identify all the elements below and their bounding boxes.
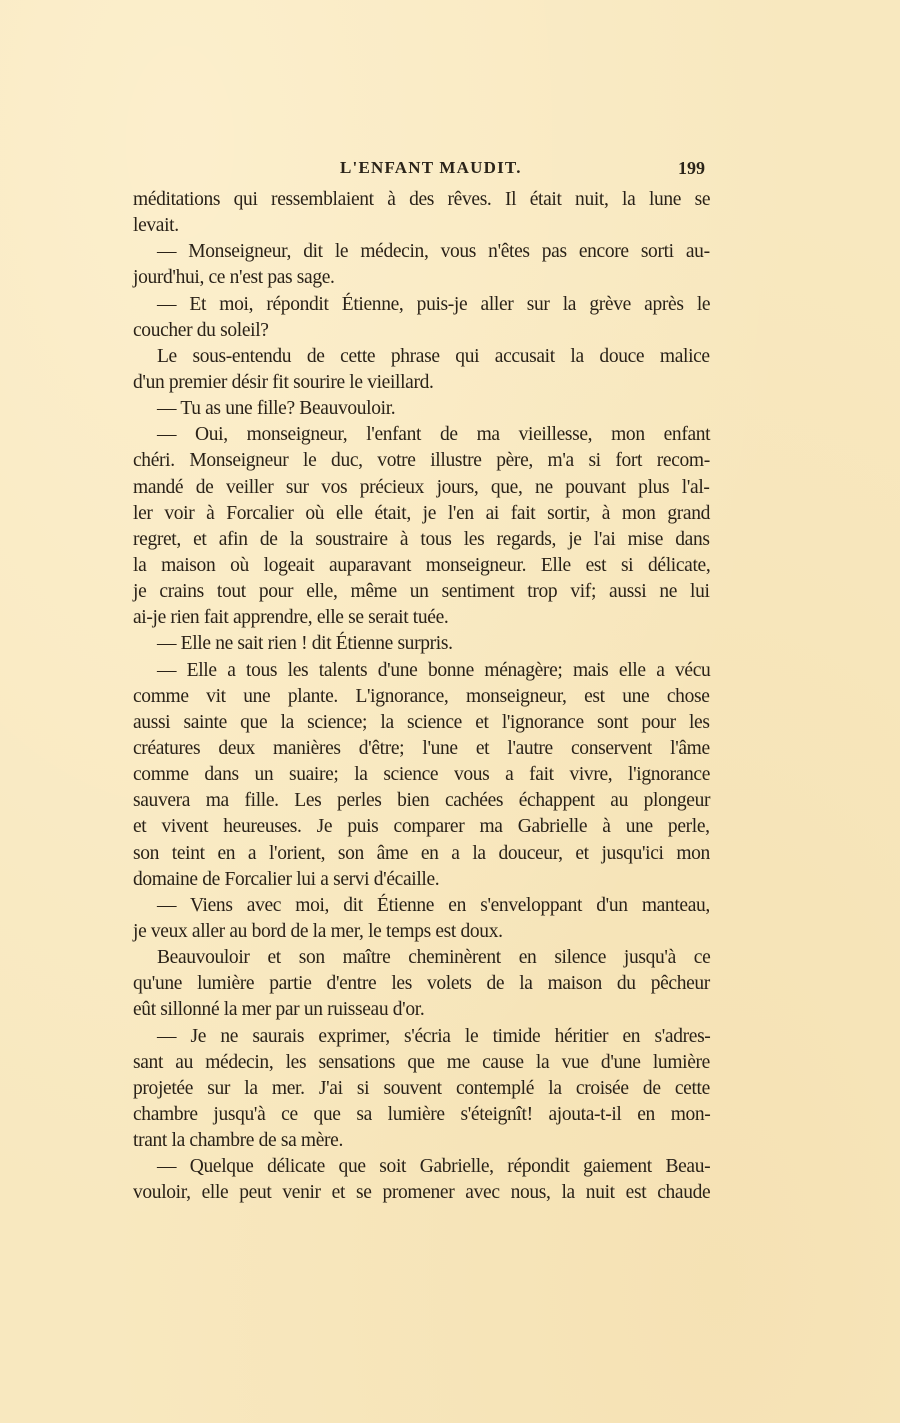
text-line: coucher du soleil? — [133, 319, 269, 341]
running-head-title: L'ENFANT MAUDIT. — [340, 158, 522, 177]
text-line: la maison où logeait auparavant monseigneur. Elle est si délicate, — [133, 554, 711, 576]
text-line: qu'une lumière partie d'entre les volets de la maison du pêcheur — [133, 973, 710, 995]
text-line: — Elle a tous les talents d'une bonne ménagère; mais elle a vécu — [157, 659, 711, 681]
text-line: projetée sur la mer. J'ai si souvent contemplé la croisée de cette — [133, 1077, 710, 1099]
text-line: ai-je rien fait apprendre, elle se serait tuée. — [133, 607, 449, 629]
text-line: ler voir à Forcalier où elle était, je l'en ai fait sortir, à mon grand — [133, 502, 711, 524]
text-line: je veux aller au bord de la mer, le temps est doux. — [133, 920, 503, 942]
text-line: sant au médecin, les sensations que me cause la vue d'une lumière — [133, 1051, 710, 1073]
text-line: comme vit une plante. L'ignorance, monseigneur, est une chose — [133, 685, 710, 707]
text-line: chéri. Monseigneur le duc, votre illustre père, m'a si fort recom- — [133, 450, 710, 472]
text-line: et vivent heureuses. Je puis comparer ma Gabrielle à une perle, — [133, 816, 710, 838]
page-number: 199 — [678, 158, 705, 178]
text-line: — Je ne saurais exprimer, s'écria le timide héritier en s'adres- — [157, 1025, 711, 1047]
text-line: — Quelque délicate que soit Gabrielle, répondit gaiement Beau- — [157, 1156, 711, 1178]
text-line: aussi sainte que la science; la science et l'ignorance sont pour les — [133, 711, 710, 733]
text-line: d'un premier désir fit sourire le vieillard. — [133, 371, 434, 393]
text-line: mandé de veiller sur vos précieux jours, que, ne pouvant plus l'al- — [133, 476, 710, 498]
text-line: — Oui, monseigneur, l'enfant de ma vieillesse, mon enfant — [157, 424, 711, 446]
text-line: — Monseigneur, dit le médecin, vous n'êtes pas encore sorti au- — [157, 241, 710, 263]
text-line: — Viens avec moi, dit Étienne en s'enveloppant d'un manteau, — [157, 894, 710, 916]
text-line: méditations qui ressemblaient à des rêves. Il était nuit, la lune se — [133, 189, 711, 210]
text-line: chambre jusqu'à ce que sa lumière s'éteignît! ajouta-t-il en mon- — [133, 1103, 711, 1125]
text-line: — Et moi, répondit Étienne, puis-je aller sur la grève après le — [157, 293, 711, 315]
text-line: regret, et afin de la soustraire à tous les regards, je l'ai mise dans — [133, 528, 710, 550]
text-line: comme dans un suaire; la science vous a fait vivre, l'ignorance — [133, 764, 710, 786]
text-line: trant la chambre de sa mère. — [133, 1130, 344, 1152]
text-line: jourd'hui, ce n'est pas sage. — [133, 267, 335, 289]
text-line: levait. — [133, 215, 179, 237]
text-line: eût sillonné la mer par un ruisseau d'or. — [133, 999, 425, 1021]
text-line: — Tu as une fille? Beauvouloir. — [157, 398, 396, 420]
text-line: son teint en a l'orient, son âme en a la douceur, et jusqu'ici mon — [133, 842, 710, 864]
text-line: Beauvouloir et son maître cheminèrent en silence jusqu'à ce — [157, 947, 711, 969]
text-line: — Elle ne sait rien ! dit Étienne surpris. — [157, 633, 453, 655]
text-line: Le sous-entendu de cette phrase qui accusait la douce malice — [157, 345, 710, 367]
text-line: vouloir, elle peut venir et se promener avec nous, la nuit est chaude — [133, 1182, 711, 1204]
body-text — [133, 187, 710, 1206]
text-line: domaine de Forcalier lui a servi d'écaille. — [133, 868, 440, 890]
text-line: sauvera ma fille. Les perles bien cachées échappent au plongeur — [133, 790, 711, 812]
text-line: je crains tout pour elle, même un sentiment trop vif; aussi ne lui — [133, 581, 710, 603]
text-line: créatures deux manières d'être; l'une et l'autre conservent l'âme — [133, 737, 710, 759]
